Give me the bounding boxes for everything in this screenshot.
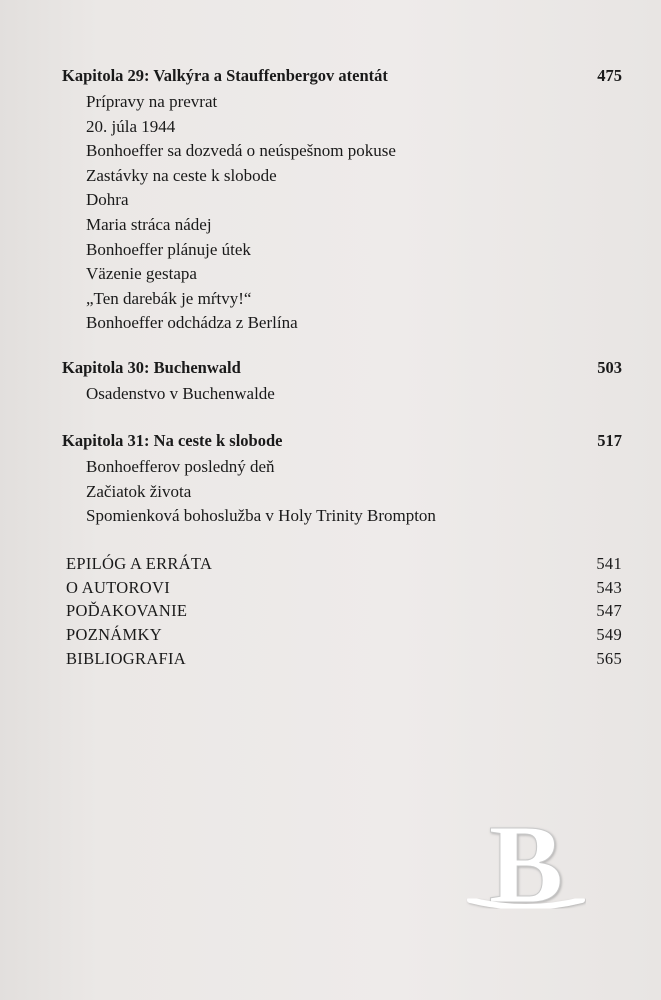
back-matter-label: BIBLIOGRAFIA bbox=[66, 648, 187, 668]
section-item: Bonhoeffer plánuje útek bbox=[86, 239, 251, 259]
back-matter-label: EPILÓG A ERRÁTA bbox=[66, 554, 213, 573]
section-item: 20. júla 1944 bbox=[86, 116, 176, 136]
chapter-title: Kapitola 31: Na ceste k slobode bbox=[62, 431, 283, 450]
back-matter-page: 565 bbox=[596, 648, 622, 668]
back-matter-item bbox=[66, 552, 622, 576]
chapter-title: Kapitola 29: Valkýra a Stauffenbergov atentát bbox=[62, 66, 388, 85]
back-matter-item bbox=[66, 623, 622, 647]
back-matter-list bbox=[66, 552, 622, 670]
chapter-page-number: 517 bbox=[597, 431, 622, 450]
section-item: Bonhoeffer odchádza z Berlína bbox=[86, 313, 298, 333]
chapter-page-number: 475 bbox=[597, 66, 622, 85]
section-item: Bonhoeffer sa dozvedá o neúspešnom pokuse bbox=[86, 141, 396, 161]
watermark-logo-icon bbox=[466, 810, 586, 920]
chapter-31 bbox=[62, 431, 622, 529]
section-item: Prípravy na prevrat bbox=[86, 92, 218, 111]
chapter-page-number: 503 bbox=[597, 358, 622, 377]
svg-text:B: B bbox=[488, 810, 564, 920]
chapter-29 bbox=[62, 66, 622, 336]
back-matter-page: 541 bbox=[596, 554, 622, 573]
back-matter-page: 549 bbox=[596, 625, 622, 645]
section-item: Osadenstvo v Buchenwalde bbox=[86, 384, 275, 403]
chapter-title: Kapitola 30: Buchenwald bbox=[62, 358, 241, 377]
section-item: Maria stráca nádej bbox=[86, 214, 212, 234]
section-item: „Ten darebák je mŕtvy!“ bbox=[86, 288, 252, 308]
back-matter-item bbox=[66, 599, 622, 623]
section-item: Zastávky na ceste k slobode bbox=[86, 165, 277, 185]
back-matter-page: 547 bbox=[596, 601, 622, 621]
back-matter-page: 543 bbox=[596, 577, 622, 597]
section-item: Dohra bbox=[86, 190, 129, 210]
section-item: Spomienková bohoslužba v Holy Trinity Brompton bbox=[86, 506, 436, 526]
back-matter-item bbox=[66, 647, 622, 671]
chapter-heading bbox=[62, 431, 622, 455]
section-item: Začiatok života bbox=[86, 481, 192, 501]
back-matter-item bbox=[66, 576, 622, 600]
back-matter-label: POĎAKOVANIE bbox=[66, 601, 188, 621]
section-item: Väzenie gestapa bbox=[86, 264, 197, 284]
chapter-heading bbox=[62, 358, 622, 382]
chapter-30 bbox=[62, 358, 622, 407]
back-matter-label: O AUTOROVI bbox=[66, 577, 170, 597]
chapter-heading bbox=[62, 66, 622, 90]
back-matter-label: POZNÁMKY bbox=[66, 625, 162, 645]
section-item: Bonhoefferov posledný deň bbox=[86, 457, 275, 476]
